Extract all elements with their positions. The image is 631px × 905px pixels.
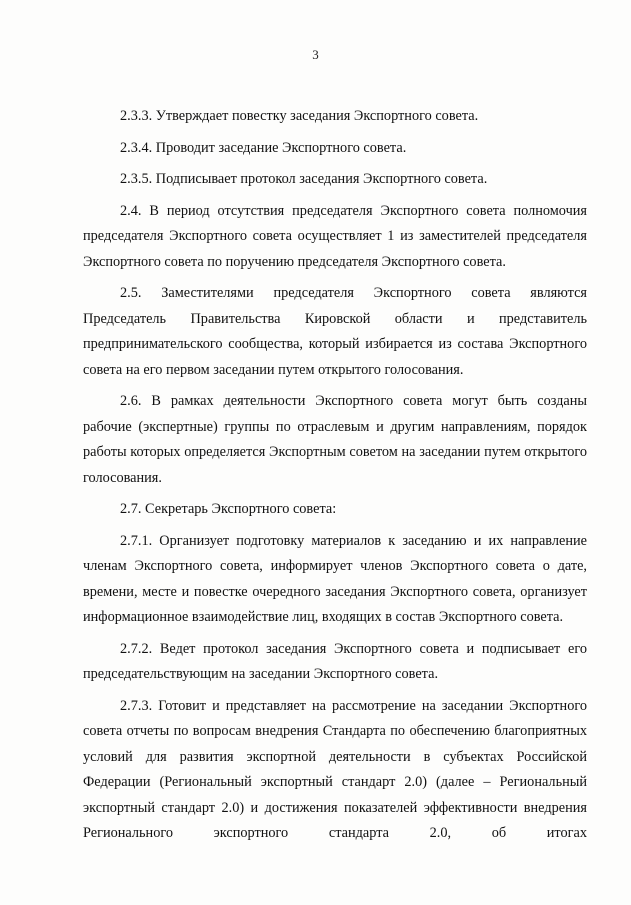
paragraph-2-3-5: 2.3.5. Подписывает протокол заседания Экспортного совета. [120,171,488,187]
paragraph-2-4: 2.4. В период отсутствия председателя Экспортного совета полномочия председателя Экспортного совета осуществляет 1 из заместителей председателя Экспортного совета по поручению председателя Экспортного совета. [83,202,587,270]
paragraph-2-7-1: 2.7.1. Организует подготовку материалов к заседанию и их направление членам Экспортного совета, информирует членов Экспортного совета о дате, времени, месте и повестке очередного заседания Экспортного совета, организует информационное взаимодействие лиц, входящих в состав Экспортного совета. [83,532,587,625]
paragraph-2-3-4: 2.3.4. Проводит заседание Экспортного совета. [120,139,407,156]
paragraph-2-3-3: 2.3.3. Утверждает повестку заседания Экспортного совета. [120,108,479,124]
paragraph-2-7-3: 2.7.3. Готовит и представляет на рассмотрение на заседании Экспортного совета отчеты по вопросам внедрения Стандарта по обеспечению благоприятных условий для развития экспортной деятельности в субъектах Российской Федерации (Региональный экспортный стандарт 2.0) (далее – Региональный экспортный стандарт 2.0) и достижения показателей эффективности внедрения Регионального экспортного стандарта 2.0, об итогах [83,697,587,841]
paragraph-2-7: 2.7. Секретарь Экспортного совета: [120,501,337,517]
page-number: 3 [312,47,319,62]
paragraph-2-5: 2.5. Заместителями председателя Экспортного совета являются Председатель Правительства Кировской области и представитель предпринимательского сообщества, который избирается из состава Экспортного совета на его первом заседании путем открытого голосования. [83,285,587,378]
paragraph-2-7-2: 2.7.2. Ведет протокол заседания Экспортного совета и подписывает его председательствующим на заседании Экспортного совета. [83,640,587,682]
paragraph-2-6: 2.6. В рамках деятельности Экспортного совета могут быть созданы рабочие (экспертные) группы по отраслевым и другим направлениям, порядок работы которых определяется Экспортным советом на заседании путем открытого голосования. [83,393,587,486]
document-body [83,104,587,853]
